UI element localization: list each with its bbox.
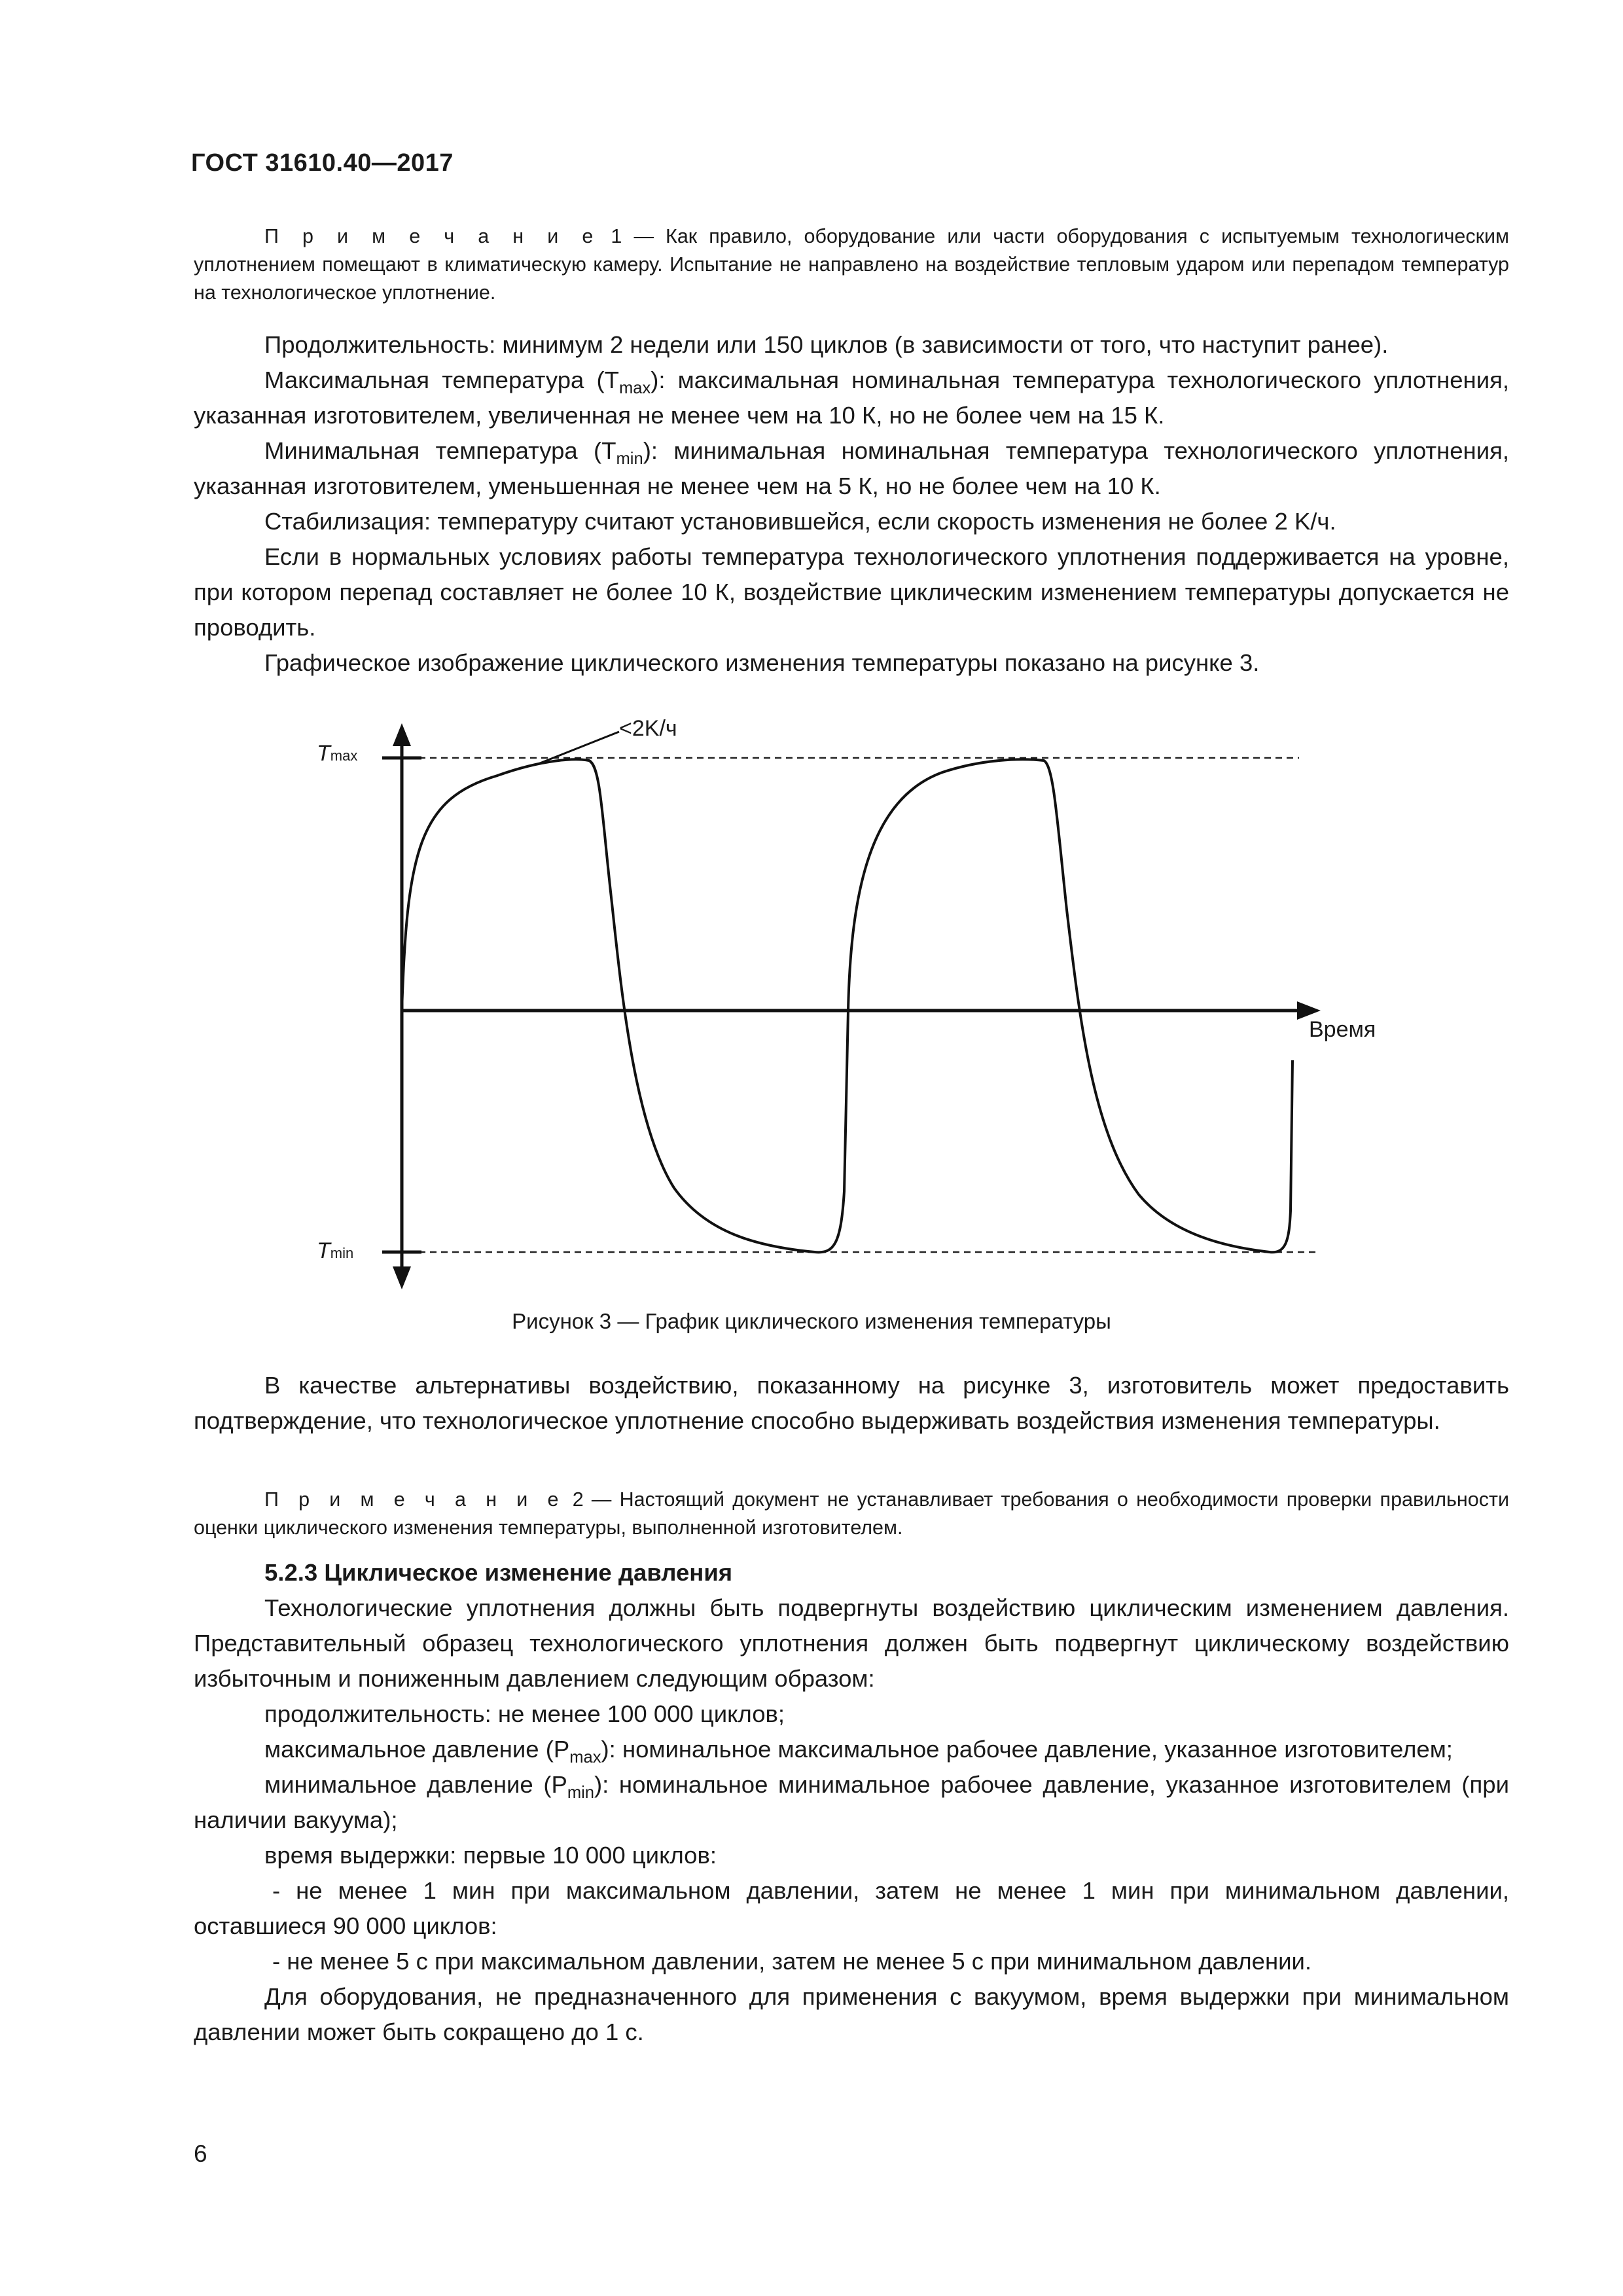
paragraph-duration: Продолжительность: минимум 2 недели или 150 циклов (в зависимости от того, что наступит ранее). (264, 331, 1389, 358)
figure-3 (0, 707, 1623, 1296)
paragraph-hold-time: время выдержки: первые 10 000 циклов: (264, 1842, 717, 1869)
section-heading: 5.2.3 Циклическое изменение давления (264, 1559, 733, 1586)
paragraph-tmax: Максимальная температура $(T_{max})$: максимальная номинальная температура технологического уплотнения, указанная изготовителем, увеличенная не менее чем на 10 К, но не более чем на 15 К. (194, 367, 1510, 429)
paragraph-stabilization: Стабилизация: температуру считают установившейся, если скорость изменения не более 2 K/ч. (264, 508, 1336, 535)
body-text-alternative (194, 1368, 1509, 1439)
list-item: - не менее 5 с при максимальном давлении, затем не менее 5 с при минимальном давлении. (272, 1948, 1312, 1975)
paragraph-tmin: Минимальная температура $(T_{min})$: минимальная номинальная температура технологического уплотнения, указанная изготовителем, уменьшенная не менее чем на 5 К, но не более чем на 10 К. (194, 437, 1509, 499)
time-axis-label: Время (1309, 1017, 1376, 1042)
paragraph-pressure-duration: продолжительность: не менее 100 000 циклов; (264, 1700, 785, 1727)
tmax-label: Tmax (317, 741, 358, 766)
page-number: 6 (194, 2140, 207, 2167)
paragraph-pmax: максимальное давление $(P_{max})$: номинальное максимальное рабочее давление, указанное изготовителем; (264, 1736, 1453, 1767)
temperature-cycle-curve (402, 759, 1293, 1252)
note-1-number: 1 (611, 225, 622, 247)
note-2-number: 2 (572, 1488, 584, 1511)
paragraph-pmin: минимальное давление $(P_{min})$: номинальное минимальное рабочее давление, указанное изготовителем (при наличии вакуума); (194, 1771, 1509, 1833)
tmin-label: Tmin (317, 1238, 354, 1263)
note-2 (194, 1486, 1509, 1542)
note-2-text: — Настоящий документ не устанавливает требования о необходимости проверки правильности оценки циклического изменения температуры, выполненной изготовителем. (194, 1488, 1509, 1539)
paragraph-pressure-intro: Технологические уплотнения должны быть подвергнуты воздействию циклическим изменением давления. Представительный образец технологического уплотнения должен быть подвергнут циклическому воздействию избыточным и пониженным давлением следующим образом: (194, 1594, 1509, 1692)
note-1-label: П р и м е ч а н и е (264, 225, 599, 247)
paragraph-graph-reference: Графическое изображение циклического изменения температуры показано на рисунке 3. (264, 649, 1260, 676)
note-2-label: П р и м е ч а н и е (264, 1488, 565, 1511)
list-item: - не менее 1 мин при максимальном давлении, затем не менее 1 мин при минимальном давлении, оставшиеся 90 000 циклов: (194, 1877, 1509, 1939)
document-header: ГОСТ 31610.40—2017 (191, 149, 454, 177)
paragraph-vacuum: Для оборудования, не предназначенного для применения с вакуумом, время выдержки при минимальном давлении может быть сокращено до 1 с. (194, 1983, 1509, 2045)
note-1 (194, 223, 1509, 307)
rate-label: <2K/ч (619, 716, 677, 741)
figure-3-caption: Рисунок 3 — График циклического изменения температуры (512, 1309, 1111, 1333)
body-text-upper (194, 327, 1509, 681)
axis-down-arrow-icon (393, 1266, 411, 1289)
paragraph-normal-conditions: Если в нормальных условиях работы температура технологического уплотнения поддерживается на уровне, при котором перепад составляет не более 10 К, воздействие циклическим изменением температуры допускается не проводить. (194, 543, 1509, 641)
axis-up-arrow-icon (393, 723, 411, 746)
temperature-cycle-diagram (0, 707, 1623, 1296)
note-1-text: — Как правило, оборудование или части оборудования с испытуемым технологическим уплотнением помещают в климатическую камеру. Испытание не направлено на воздействие тепловым ударом или перепадом температур на технологическое уплотнение. (194, 225, 1509, 304)
paragraph-alternative: В качестве альтернативы воздействию, показанному на рисунке 3, изготовитель может предоставить подтверждение, что технологическое уплотнение способно выдерживать воздействия изменения температуры. (194, 1372, 1509, 1434)
section-5-2-3 (194, 1555, 1509, 2050)
